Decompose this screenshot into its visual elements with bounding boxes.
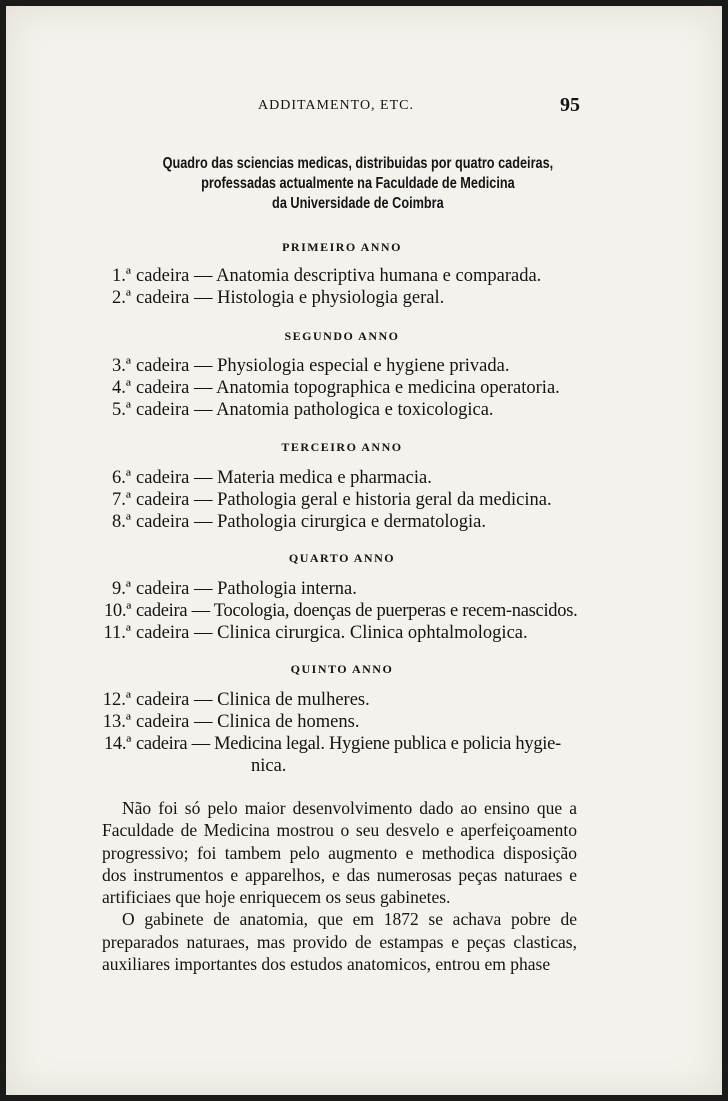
chair-row [6, 265, 722, 287]
chair-number: 14.ª [103, 734, 131, 754]
chair-row [6, 578, 722, 600]
chair-number: 1.ª [112, 266, 131, 286]
body-text [102, 797, 577, 975]
year-heading: PRIMEIRO ANNO [282, 240, 402, 254]
table-title [64, 154, 651, 214]
chair-number: 5.ª [112, 400, 131, 420]
chair-row [6, 377, 722, 399]
chair-continuation-text: nica. [251, 756, 287, 776]
chair-number: 11.ª [103, 623, 131, 643]
chair-row [6, 399, 722, 421]
year-heading: QUARTO ANNO [288, 551, 396, 565]
chair-number: 4.ª [112, 378, 131, 398]
chair-number: 9.ª [112, 579, 131, 599]
running-head [6, 96, 722, 118]
year-heading: SEGUNDO ANNO [284, 329, 400, 343]
chair-row [6, 733, 722, 755]
chair-number: 2.ª [112, 288, 131, 308]
chair-row [6, 489, 722, 511]
chair-row [6, 622, 722, 644]
chair-text: cadeira — Medicina legal. Hygiene publica e policia hygie- [136, 734, 561, 754]
chair-text: cadeira — Histologia e physiologia geral. [136, 288, 445, 308]
table-title-line: da Universidade de Coimbra [272, 195, 444, 212]
chair-number: 7.ª [112, 490, 131, 510]
year-heading: TERCEIRO ANNO [281, 440, 403, 454]
chair-row [6, 355, 722, 377]
chair-text: cadeira — Clinica cirurgica. Clinica ophtalmologica. [136, 623, 528, 643]
chair-row [6, 600, 722, 622]
book-page [6, 6, 722, 1095]
chair-text: cadeira — Anatomia topographica e medicina operatoria. [136, 378, 560, 398]
chair-row [6, 511, 722, 533]
chair-number: 8.ª [112, 512, 131, 532]
chair-text: cadeira — Pathologia interna. [136, 579, 357, 599]
chair-number: 6.ª [112, 468, 131, 488]
chair-text: cadeira — Anatomia pathologica e toxicologica. [136, 400, 494, 420]
table-title-line: professadas actualmente na Faculdade de Medicina [201, 175, 515, 192]
chair-continuation [6, 755, 722, 777]
running-head-title: ADDITAMENTO, ETC. [258, 98, 414, 113]
table-title-line: Quadro das sciencias medicas, distribuidas por quatro cadeiras, [162, 155, 554, 172]
chair-row [6, 711, 722, 733]
chair-text: cadeira — Materia medica e pharmacia. [136, 468, 432, 488]
chair-row [6, 467, 722, 489]
paragraph: O gabinete de anatomia, que em 1872 se achava pobre de preparados naturaes, mas provido de estampas e peças clasticas, auxiliares importantes dos estudos anatomicos, entrou em phase [102, 909, 577, 975]
chair-row [6, 689, 722, 711]
chair-text: cadeira — Clinica de homens. [136, 712, 360, 732]
chair-text: cadeira — Pathologia cirurgica e dermatologia. [136, 512, 486, 532]
chair-number: 10.ª [103, 601, 131, 621]
chair-number: 12.ª [102, 690, 131, 710]
chair-number: 3.ª [112, 356, 131, 376]
paragraph: Não foi só pelo maior desenvolvimento dado ao ensino que a Faculdade de Medicina mostrou o seu desvelo e aperfeiçoamento progressivo; foi tambem pelo augmento e methodica disposição dos instrumentos e apparelhos, e das numerosas peças naturaes e artificiaes que hoje enriquecem os seus gabinetes. [102, 798, 577, 908]
chair-text: cadeira — Tocologia, doenças de puerperas e recem-nascidos. [136, 601, 578, 621]
chair-number: 13.ª [102, 712, 131, 732]
year-heading: QUINTO ANNO [290, 662, 394, 676]
page-number: 95 [560, 94, 580, 116]
chair-text: cadeira — Physiologia especial e hygiene privada. [136, 356, 510, 376]
chair-row [6, 287, 722, 309]
chair-text: cadeira — Anatomia descriptiva humana e comparada. [136, 266, 542, 286]
chair-text: cadeira — Pathologia geral e historia geral da medicina. [136, 490, 552, 510]
chair-text: cadeira — Clinica de mulheres. [136, 690, 370, 710]
